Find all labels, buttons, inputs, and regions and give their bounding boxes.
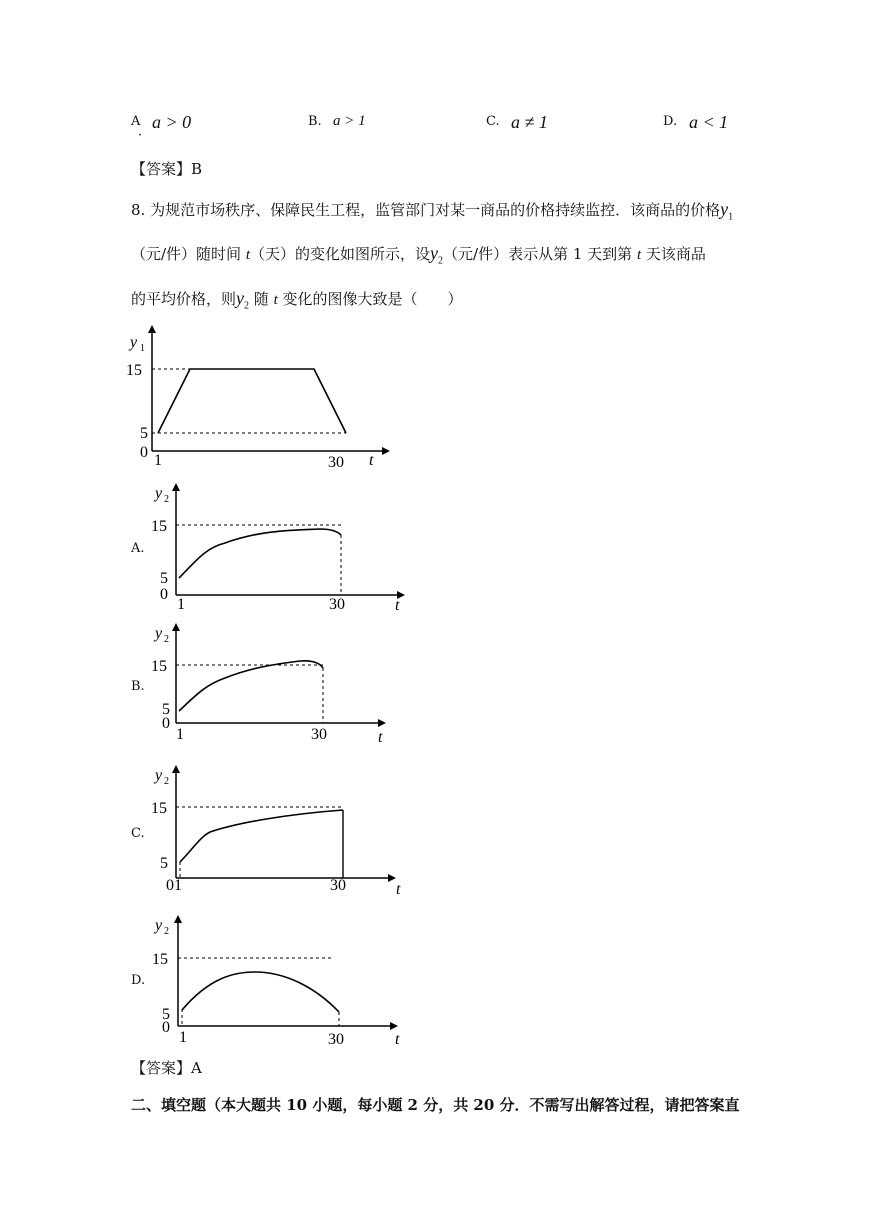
q7-option-a-expr: a > 0 (152, 112, 192, 132)
option-a-graph (150, 480, 415, 615)
option-c-graph (150, 762, 415, 898)
svg-text:t: t (395, 1031, 400, 1048)
q8-line1-text: 为规范市场秩序、保障民生工程，监管部门对某一商品的价格持续监控．该商品的价格 (150, 201, 721, 219)
svg-text:t: t (378, 729, 383, 746)
main-y-sub: 1 (140, 343, 145, 354)
q8-y2-var: $y_2$ (430, 243, 444, 267)
svg-text:5: 5 (160, 570, 168, 587)
svg-text:30: 30 (329, 596, 345, 613)
svg-text:0: 0 (162, 715, 170, 732)
q8-line-1 (131, 199, 733, 223)
svg-text:1: 1 (179, 1029, 187, 1046)
main-x-label: t (369, 452, 374, 469)
q7-answer: 【答案】B (131, 160, 203, 178)
q8-number: 8. (131, 201, 146, 219)
svg-text:0: 0 (162, 1019, 170, 1036)
q7-option-a-dot: · (138, 128, 143, 143)
option-b-label: B. (131, 679, 145, 694)
svg-text:15: 15 (151, 518, 167, 535)
svg-text:y: y (155, 767, 163, 784)
q7-option-d-label: D. (663, 114, 678, 129)
svg-text:t: t (395, 597, 400, 614)
option-d-label: D. (131, 973, 146, 988)
svg-text:15: 15 (151, 800, 167, 817)
option-d-graph (150, 912, 415, 1048)
main-tick-5: 5 (140, 425, 148, 442)
svg-text:2: 2 (164, 926, 169, 937)
svg-text:y: y (155, 625, 163, 642)
svg-text:y: y (155, 917, 163, 934)
q7-option-d-expr: a < 1 (689, 112, 729, 132)
q7-option-a-label: A (131, 114, 141, 129)
q7-option-c-expr: a ≠ 1 (511, 112, 548, 132)
svg-text:t: t (396, 881, 401, 898)
main-graph (120, 325, 390, 470)
q7-option-b-expr: a > 1 (333, 113, 366, 129)
svg-text:0: 0 (160, 586, 168, 603)
main-y-label: y (130, 334, 138, 351)
svg-text:01: 01 (166, 877, 182, 894)
q8-answer: 【答案】A (131, 1059, 202, 1077)
svg-text:15: 15 (152, 951, 168, 968)
svg-text:30: 30 (330, 877, 346, 894)
svg-text:1: 1 (177, 596, 185, 613)
svg-text:30: 30 (328, 1031, 344, 1048)
q8-y1-var: $y_1$ (720, 199, 734, 223)
option-a-label: A. (131, 541, 145, 556)
svg-text:1: 1 (176, 726, 184, 743)
svg-text:2: 2 (164, 634, 169, 645)
option-b-graph (150, 620, 395, 750)
svg-text:2: 2 (164, 776, 169, 787)
q7-option-b-label: B. (308, 114, 322, 129)
main-tick-30: 30 (328, 454, 344, 470)
svg-text:y: y (155, 485, 163, 502)
svg-text:5: 5 (160, 855, 168, 872)
svg-text:5: 5 (162, 701, 170, 718)
svg-text:30: 30 (311, 726, 327, 743)
svg-text:15: 15 (151, 658, 167, 675)
section-2-heading: 二、填空题（本大题共 10 小题，每小题 2 分，共 20 分．不需写出解答过程，请把答案直 (131, 1096, 740, 1114)
main-tick-15: 15 (126, 362, 142, 379)
main-tick-1: 1 (154, 452, 162, 469)
option-c-label: C. (131, 826, 145, 841)
q8-line-2: （元/件）随时间 t（天）的变化如图所示，设$y_2$（元/件）表示从第 1 天到第 t 天该商品 (131, 243, 706, 267)
svg-text:5: 5 (162, 1006, 170, 1023)
q7-option-c-label: C. (486, 114, 500, 129)
main-tick-0: 0 (140, 444, 148, 461)
q8-line-3: 的平均价格，则$y_2$ 随 t 变化的图像大致是（ ） (131, 288, 463, 312)
svg-text:2: 2 (164, 494, 169, 505)
